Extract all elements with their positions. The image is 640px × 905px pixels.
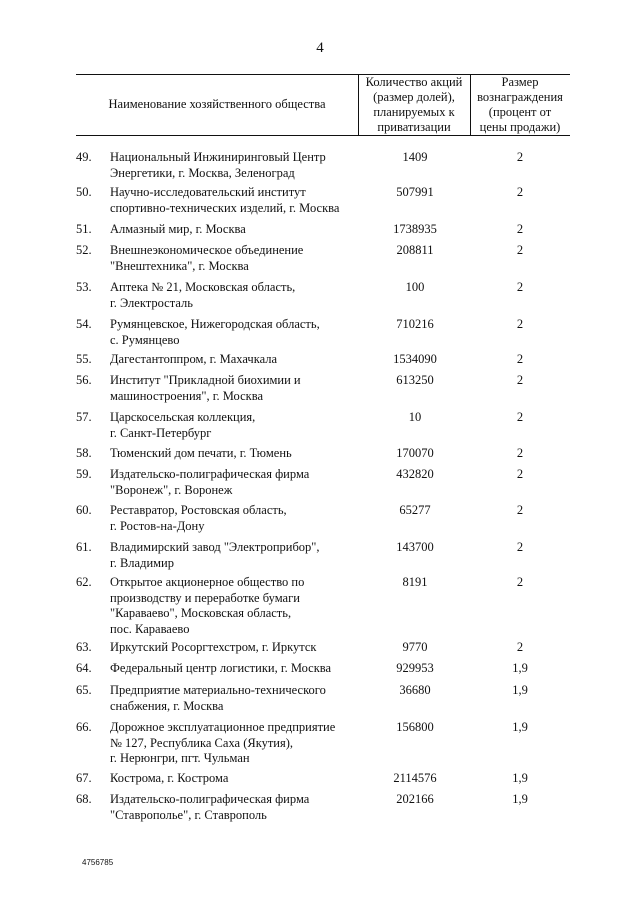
- company-name-line: Энергетики, г. Москва, Зеленоград: [110, 165, 295, 180]
- header-name-column: Наименование хозяйственного общества: [108, 97, 326, 111]
- share-quantity: 143700: [396, 540, 434, 554]
- fee-percent: 2: [516, 373, 524, 387]
- header-fee-line: цены продажи): [479, 120, 561, 134]
- company-name: [110, 222, 360, 238]
- company-name: [110, 771, 360, 787]
- fee-percent: 1,9: [512, 683, 528, 697]
- row-number: 67.: [76, 771, 92, 785]
- company-name: [110, 410, 360, 441]
- company-name-line: Реставратор, Ростовская область,: [110, 503, 287, 517]
- company-name: [110, 683, 360, 714]
- fee-percent: 2: [516, 640, 524, 654]
- company-name-line: г. Владимир: [110, 555, 174, 570]
- company-name-line: Издательско-полиграфическая фирма: [110, 792, 310, 806]
- fee-percent: 1,9: [512, 720, 528, 734]
- company-name-line: Научно-исследовательский институт: [110, 185, 306, 199]
- company-name-line: машиностроения", г. Москва: [110, 388, 264, 403]
- company-name-line: г. Электросталь: [110, 295, 193, 310]
- header-qty-line: (размер долей),: [373, 90, 455, 104]
- fee-percent: 2: [516, 352, 524, 366]
- share-quantity: 202166: [396, 792, 434, 806]
- fee-percent: 2: [516, 243, 524, 257]
- row-number: 60.: [76, 503, 92, 517]
- row-number: 57.: [76, 410, 92, 424]
- company-name-line: производству и переработке бумаги: [110, 590, 300, 605]
- company-name-line: Аптека № 21, Московская область,: [110, 280, 296, 294]
- company-name-line: Федеральный центр логистики, г. Москва: [110, 661, 332, 675]
- company-name-line: "Воронеж", г. Воронеж: [110, 482, 233, 497]
- header-quantity-column: [358, 75, 470, 135]
- share-quantity: 929953: [396, 661, 434, 675]
- company-name-line: Румянцевское, Нижегородская область,: [110, 317, 320, 331]
- company-name-line: Алмазный мир, г. Москва: [110, 222, 246, 236]
- fee-percent: 1,9: [512, 771, 528, 785]
- share-quantity: 507991: [396, 185, 434, 199]
- header-qty-line: планируемых к: [373, 105, 455, 119]
- header-fee-column: [470, 75, 570, 135]
- share-quantity: 1738935: [393, 222, 437, 236]
- row-number: 58.: [76, 446, 92, 460]
- share-quantity: 65277: [399, 503, 431, 517]
- company-name-line: Внешнеэкономическое объединение: [110, 243, 304, 257]
- row-number: 68.: [76, 792, 92, 806]
- company-name: [110, 150, 360, 181]
- fee-percent: 2: [516, 222, 524, 236]
- company-name: [110, 540, 360, 571]
- company-name-line: г. Ростов-на-Дону: [110, 518, 205, 533]
- company-name-line: Издательско-полиграфическая фирма: [110, 467, 310, 481]
- company-name-line: с. Румянцево: [110, 332, 180, 347]
- row-number: 54.: [76, 317, 92, 331]
- company-name-line: г. Санкт-Петербург: [110, 425, 212, 440]
- page-number: 4: [316, 40, 324, 56]
- header-fee-line: вознаграждения: [477, 90, 563, 104]
- share-quantity: 613250: [396, 373, 434, 387]
- fee-percent: 2: [516, 540, 524, 554]
- fee-percent: 2: [516, 150, 524, 164]
- company-name: [110, 185, 360, 216]
- company-name: [110, 373, 360, 404]
- fee-percent: 1,9: [512, 792, 528, 806]
- row-number: 63.: [76, 640, 92, 654]
- fee-percent: 2: [516, 467, 524, 481]
- fee-percent: 2: [516, 185, 524, 199]
- company-name-line: "Ставрополье", г. Ставрополь: [110, 807, 267, 822]
- row-number: 62.: [76, 575, 92, 589]
- company-name-line: "Караваево", Московская область,: [110, 606, 292, 620]
- share-quantity: 2114576: [393, 771, 437, 785]
- header-qty-line: приватизации: [377, 120, 451, 134]
- company-name: [110, 661, 360, 677]
- fee-percent: 2: [516, 317, 524, 331]
- header-fee-line: (процент от: [488, 105, 552, 119]
- row-number: 53.: [76, 280, 92, 294]
- company-name-line: № 127, Республика Саха (Якутия),: [110, 735, 294, 750]
- fee-percent: 2: [516, 575, 524, 589]
- document-code: 4756785: [82, 858, 114, 867]
- fee-percent: 2: [516, 280, 524, 294]
- company-name: [110, 243, 360, 274]
- company-name-line: Кострома, г. Кострома: [110, 771, 229, 785]
- share-quantity: 1534090: [393, 352, 437, 366]
- fee-percent: 2: [516, 503, 524, 517]
- company-name-line: Дорожное эксплуатационное предприятие: [110, 720, 336, 734]
- share-quantity: 100: [405, 280, 425, 294]
- fee-percent: 2: [516, 410, 524, 424]
- company-name: [110, 720, 360, 767]
- company-name: [110, 575, 360, 637]
- company-name: [110, 280, 360, 311]
- fee-percent: 1,9: [512, 661, 528, 675]
- row-number: 51.: [76, 222, 92, 236]
- row-number: 49.: [76, 150, 92, 164]
- company-name: [110, 317, 360, 348]
- company-name-line: Открытое акционерное общество по: [110, 575, 305, 589]
- company-name-line: Иркутский Росоргтехстром, г. Иркутск: [110, 640, 317, 654]
- company-name-line: г. Нерюнгри, пгт. Чульман: [110, 751, 250, 765]
- company-name-line: пос. Караваево: [110, 621, 190, 636]
- share-quantity: 8191: [402, 575, 428, 589]
- header-fee-line: Размер: [501, 75, 539, 89]
- row-number: 65.: [76, 683, 92, 697]
- row-number: 64.: [76, 661, 92, 675]
- header-bottom-rule: [76, 135, 570, 136]
- company-name: [110, 467, 360, 498]
- share-quantity: 156800: [396, 720, 434, 734]
- company-name: [110, 352, 360, 368]
- company-name: [110, 446, 360, 462]
- row-number: 66.: [76, 720, 92, 734]
- company-name: [110, 640, 360, 656]
- share-quantity: 208811: [396, 243, 434, 257]
- company-name: [110, 792, 360, 823]
- company-name-line: Предприятие материально-технического: [110, 683, 326, 697]
- company-name-line: Национальный Инжиниринговый Центр: [110, 150, 326, 164]
- row-number: 59.: [76, 467, 92, 481]
- company-name: [110, 503, 360, 534]
- share-quantity: 9770: [402, 640, 428, 654]
- company-name-line: спортивно-технических изделий, г. Москва: [110, 200, 340, 215]
- share-quantity: 170070: [396, 446, 434, 460]
- company-name-line: "Внештехника", г. Москва: [110, 258, 249, 273]
- row-number: 50.: [76, 185, 92, 199]
- row-number: 55.: [76, 352, 92, 366]
- company-name-line: Дагестантоппром, г. Махачкала: [110, 352, 278, 366]
- company-name-line: Институт "Прикладной биохимии и: [110, 373, 301, 387]
- share-quantity: 1409: [402, 150, 428, 164]
- row-number: 52.: [76, 243, 92, 257]
- company-name-line: снабжения, г. Москва: [110, 698, 224, 713]
- company-name-line: Царскосельская коллекция,: [110, 410, 256, 424]
- share-quantity: 432820: [396, 467, 434, 481]
- header-qty-line: Количество акций: [365, 75, 463, 89]
- share-quantity: 36680: [399, 683, 431, 697]
- share-quantity: 710216: [396, 317, 434, 331]
- share-quantity: 10: [408, 410, 422, 424]
- row-number: 56.: [76, 373, 92, 387]
- company-name-line: Тюменский дом печати, г. Тюмень: [110, 446, 292, 460]
- row-number: 61.: [76, 540, 92, 554]
- fee-percent: 2: [516, 446, 524, 460]
- company-name-line: Владимирский завод "Электроприбор",: [110, 540, 320, 554]
